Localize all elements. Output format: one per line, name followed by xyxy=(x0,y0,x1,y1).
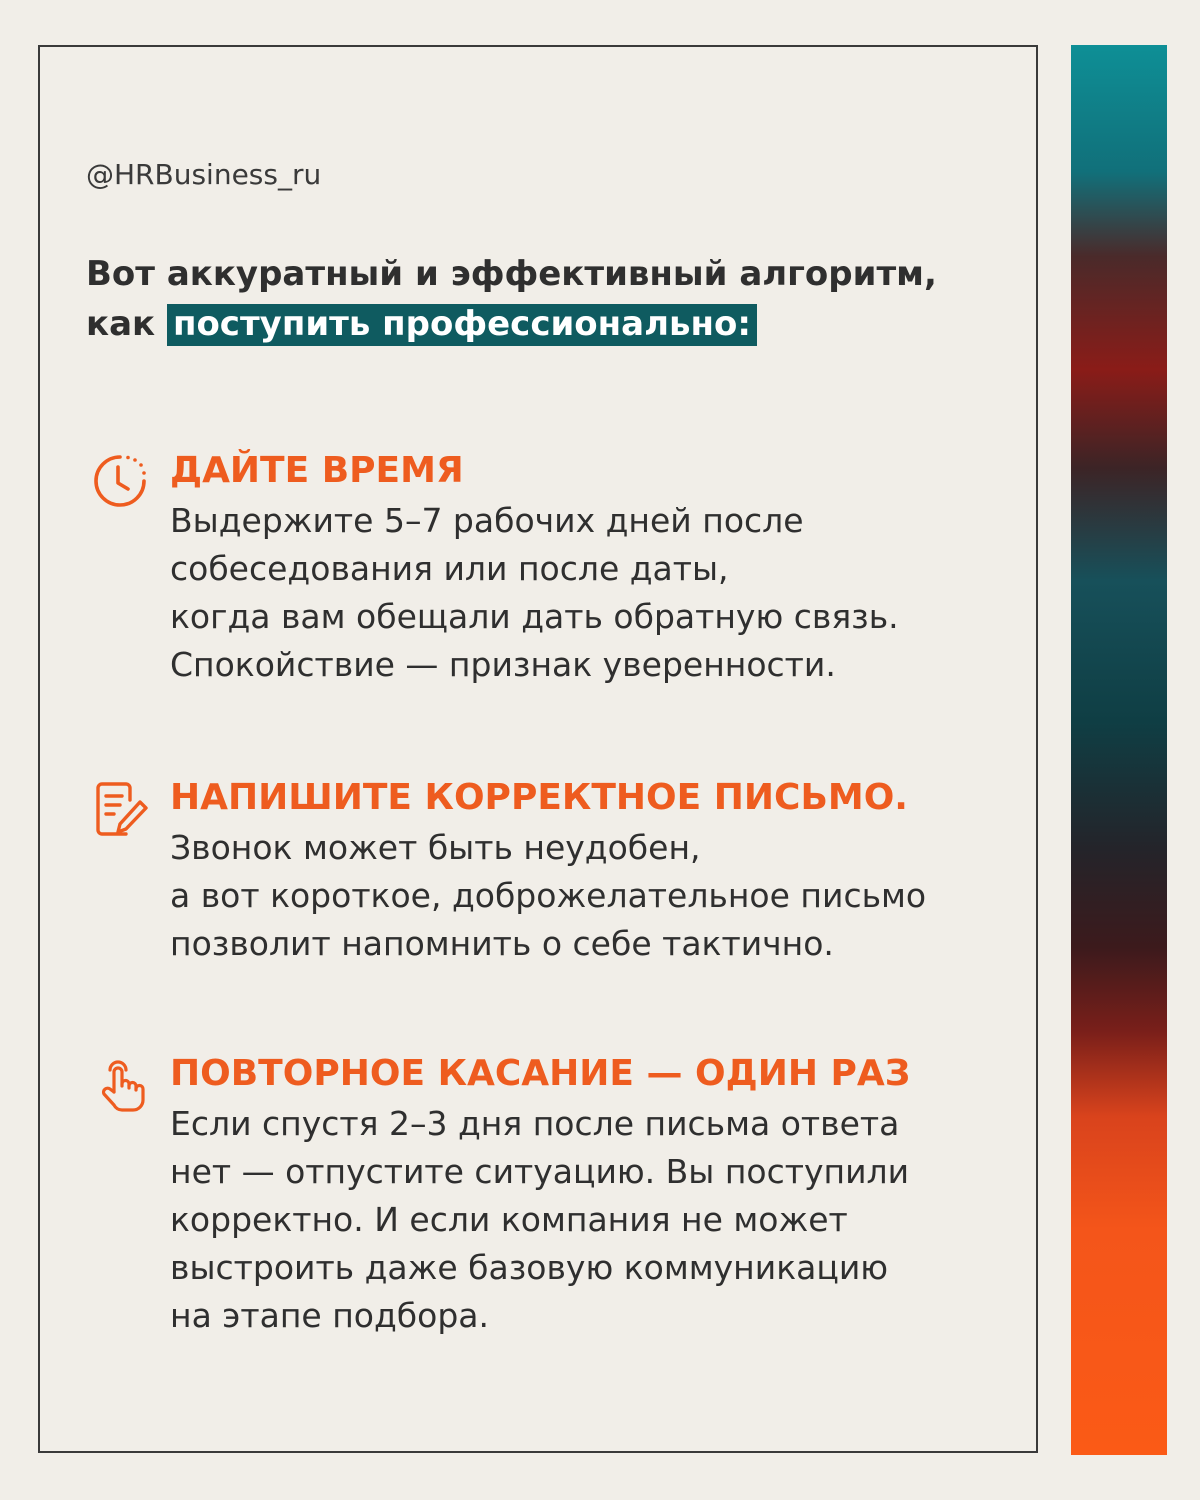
intro-line-2 xyxy=(86,299,937,349)
section-body xyxy=(170,1100,1020,1340)
gradient-side-bar xyxy=(1071,45,1167,1455)
section-body xyxy=(170,824,1020,968)
body-line: позволит напомнить о себе тактично. xyxy=(170,924,834,963)
intro-line-2-prefix: как xyxy=(86,304,156,344)
section-content xyxy=(170,445,1020,689)
document-pen-icon xyxy=(90,778,150,838)
body-line: Если спустя 2–3 дня после письма ответа xyxy=(170,1104,900,1143)
clock-icon xyxy=(90,451,150,511)
section-title: НАПИШИТЕ КОРРЕКТНОЕ ПИСЬМО. xyxy=(170,777,908,818)
section-body xyxy=(170,497,1020,689)
body-line: а вот короткое, доброжелательное письмо xyxy=(170,876,927,915)
pointer-hand-icon xyxy=(90,1054,150,1114)
body-line: корректно. И если компания не может xyxy=(170,1200,848,1239)
section-title: ПОВТОРНОЕ КАСАНИЕ — ОДИН РАЗ xyxy=(170,1053,911,1094)
body-line: собеседования или после даты, xyxy=(170,549,729,588)
body-line: Выдержите 5–7 рабочих дней после xyxy=(170,501,804,540)
section-content xyxy=(170,772,1020,968)
account-handle: @HRBusiness_ru xyxy=(86,158,322,191)
body-line: нет — отпустите ситуацию. Вы поступили xyxy=(170,1152,910,1191)
body-line: Спокойствие — признак уверенности. xyxy=(170,645,836,684)
body-line: выстроить даже базовую коммуникацию xyxy=(170,1248,889,1287)
section-title: ДАЙТЕ ВРЕМЯ xyxy=(170,450,464,491)
body-line: на этапе подбора. xyxy=(170,1296,489,1335)
intro-highlight: поступить профессионально: xyxy=(167,304,757,346)
section-content xyxy=(170,1048,1020,1340)
intro-text xyxy=(86,249,937,349)
body-line: Звонок может быть неудобен, xyxy=(170,828,701,867)
body-line: когда вам обещали дать обратную связь. xyxy=(170,597,899,636)
intro-line-1: Вот аккуратный и эффективный алгоритм, xyxy=(86,254,937,294)
